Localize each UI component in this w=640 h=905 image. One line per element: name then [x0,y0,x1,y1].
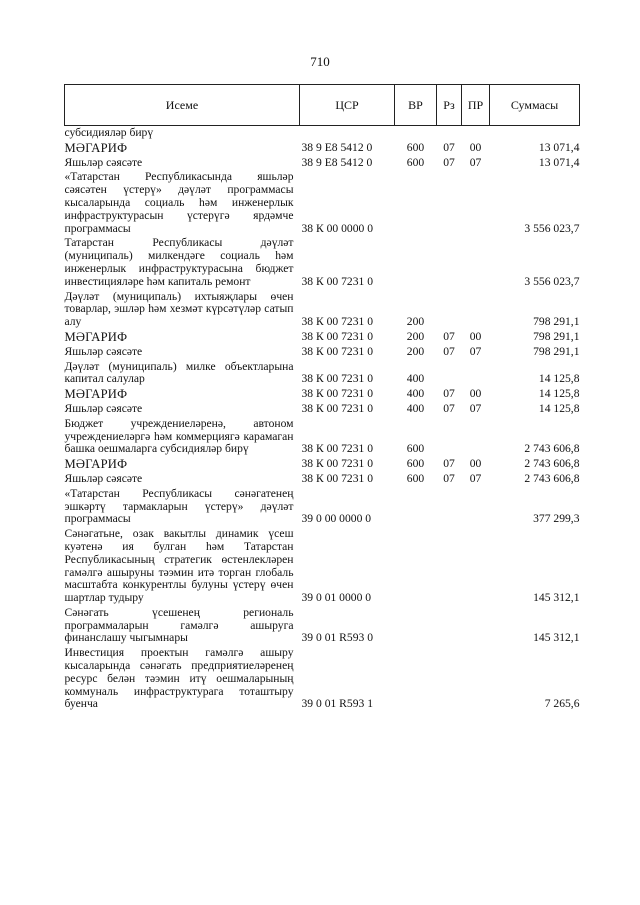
cell-name: Дәүләт (муниципаль) милке объектларына капитал салулар [64,359,294,386]
cell-sum: 798 291,1 [533,344,580,358]
table-row [65,458,580,473]
cell-csr: 38 К 00 7231 0 [301,372,373,386]
cell-pr: 07 [469,471,482,485]
cell-pr: 00 [469,140,482,154]
cell-rz [437,607,462,647]
page-number: 710 [310,54,330,69]
cell-vr: 600 [406,155,425,169]
cell-name: МӘГАРИФ [64,140,128,155]
cell-name: Яшьләр сәясәте [64,401,143,415]
cell-rz: 07 [443,387,455,401]
cell-vr: 600 [406,457,425,471]
table-row [65,291,580,331]
cell-pr: 00 [469,387,482,401]
cell-csr [300,126,395,142]
cell-rz [437,126,462,142]
header-name: Исеме [65,85,300,126]
table-row [65,346,580,361]
cell-vr: 400 [406,372,425,386]
table-row [65,418,580,458]
cell-rz [437,291,462,331]
cell-vr: 600 [406,471,425,485]
header-sum: Суммасы [490,85,580,126]
cell-vr [395,126,437,142]
cell-pr: 07 [469,344,482,358]
table-row [65,607,580,647]
cell-pr: 00 [469,329,482,343]
cell-sum: 798 291,1 [533,329,580,343]
cell-sum: 2 743 606,8 [524,442,580,456]
cell-csr: 39 0 01 R593 0 [301,631,373,645]
cell-sum: 2 743 606,8 [524,457,580,471]
cell-vr: 600 [406,442,425,456]
cell-rz [437,488,462,528]
cell-sum: 145 312,1 [533,631,580,645]
cell-pr [462,126,490,142]
cell-csr: 38 К 00 7231 0 [301,457,373,471]
cell-rz: 07 [443,457,455,471]
table-row [65,488,580,528]
cell-rz: 07 [443,140,455,154]
cell-vr: 200 [406,344,425,358]
cell-sum: 7 265,6 [544,697,580,711]
cell-sum: 3 556 023,7 [524,221,580,235]
cell-pr [462,647,490,713]
cell-csr: 38 К 00 0000 0 [301,221,373,235]
cell-sum: 377 299,3 [533,512,580,526]
cell-sum: 13 071,4 [538,155,580,169]
cell-vr [395,237,437,290]
table-row [65,126,580,142]
table-row [65,142,580,157]
cell-sum: 145 312,1 [533,591,580,605]
cell-csr: 38 К 00 7231 0 [301,315,373,329]
cell-csr: 38 К 00 7231 0 [301,442,373,456]
table-body [65,126,580,714]
table-row [65,647,580,713]
cell-vr: 400 [406,387,425,401]
cell-sum: 14 125,8 [538,401,580,415]
cell-sum [490,126,580,142]
cell-sum: 14 125,8 [538,387,580,401]
table-row [65,237,580,290]
cell-pr [462,488,490,528]
table-row [65,171,580,237]
cell-pr [462,607,490,647]
cell-csr: 38 К 00 7231 0 [301,344,373,358]
cell-rz: 07 [443,329,455,343]
table-row [65,473,580,488]
cell-name: МӘГАРИФ [64,457,128,472]
cell-name: Инвестиция проектын гамәлгә ашыру кысаларында сәнәгать предприятиеләренең ресурс белән тәэмин итү оешмаларының коммуналь инфраструктурага тоташтыру буенча [64,646,294,711]
cell-name: «Татарстан Республикасы сәнәгатенең эшкәртү тармакларын үстерү» дәүләт программасы [64,486,294,526]
header-pr: ПР [462,85,490,126]
cell-name: Татарстан Республикасы дәүләт (муниципаль) милкендәге социаль һәм инженерлык инфраструктурасына бюджет инвестицияләре һәм капиталь ремонт [64,236,294,288]
table-row [65,361,580,389]
cell-vr: 200 [406,329,425,343]
cell-csr: 38 К 00 7231 0 [301,387,373,401]
cell-name: Яшьләр сәясәте [64,344,143,358]
cell-pr [462,361,490,389]
cell-sum: 798 291,1 [533,315,580,329]
cell-csr: 39 0 01 R593 1 [301,697,373,711]
budget-table [64,84,580,713]
cell-csr: 39 0 01 0000 0 [301,591,372,605]
header-rz: Рз [437,85,462,126]
table-row [65,403,580,418]
cell-rz: 07 [443,344,455,358]
cell-pr [462,237,490,290]
cell-rz: 07 [443,471,455,485]
cell-csr: 38 К 00 7231 0 [301,274,373,288]
table-row [65,528,580,607]
cell-rz [437,171,462,237]
cell-rz [437,528,462,607]
cell-name: Дәүләт (муниципаль) ихтыяҗлары өчен товарлар, эшләр һәм хезмәт күрсәтүләр сатып алу [64,289,294,329]
cell-name: Сәнәгать үсешенең региональ программаларын гамәлгә ашыруга финанслашу чыгымнары [64,605,294,645]
cell-pr [462,528,490,607]
cell-rz [437,237,462,290]
cell-rz [437,418,462,458]
cell-rz: 07 [443,401,455,415]
cell-pr [462,418,490,458]
cell-name: Яшьләр сәясәте [64,471,143,485]
cell-name: МӘГАРИФ [64,329,128,344]
cell-name: Яшьләр сәясәте [64,155,143,169]
cell-vr [395,647,437,713]
cell-rz [437,361,462,389]
table-header [65,85,580,126]
cell-pr: 00 [469,457,482,471]
cell-csr: 38 К 00 7231 0 [301,401,373,415]
cell-sum: 14 125,8 [538,372,580,386]
table-row [65,331,580,346]
cell-pr: 07 [469,401,482,415]
header-vr: ВР [395,85,437,126]
cell-pr [462,291,490,331]
cell-pr [462,171,490,237]
cell-csr: 39 0 00 0000 0 [301,512,372,526]
cell-vr [395,528,437,607]
cell-sum: 3 556 023,7 [524,274,580,288]
cell-csr: 38 9 E8 5412 0 [301,155,373,169]
cell-rz [437,647,462,713]
cell-sum: 2 743 606,8 [524,471,580,485]
cell-csr: 38 К 00 7231 0 [301,329,373,343]
cell-name: субсидияләр бирү [64,126,154,139]
cell-vr: 400 [406,401,425,415]
cell-rz: 07 [443,155,455,169]
cell-sum: 13 071,4 [538,140,580,154]
cell-name: Сәнәгатьне, озак вакытлы динамик үсеш куәтенә ия булган һәм Татарстан Республикасының стратегик өстенлекләрен гамәлгә ашыруны тәэмин итә торган глобаль масштабта конкурентлы булуны үстерү өчен шартлар тудыру [64,527,294,605]
cell-name: Бюджет учреждениеләренә, автоном учреждениеләргә һәм коммерциягә карамаган башка оешмаларга субсидияләр бирү [64,416,294,456]
cell-vr [395,488,437,528]
header-csr: ЦСР [300,85,395,126]
cell-vr: 200 [406,315,425,329]
cell-pr: 07 [469,155,482,169]
cell-name: «Татарстан Республикасында яшьләр сәясәтен үстерү» дәүләт программасы кысаларында социаль һәм инженерлык инфраструктурасын үстерүгә ярдәмче программасы [64,170,294,235]
cell-vr: 600 [406,140,425,154]
cell-name: МӘГАРИФ [64,387,128,402]
table-row [65,157,580,172]
cell-vr [395,171,437,237]
cell-csr: 38 К 00 7231 0 [301,471,373,485]
table-row [65,388,580,403]
cell-vr [395,607,437,647]
cell-csr: 38 9 E8 5412 0 [301,140,373,154]
